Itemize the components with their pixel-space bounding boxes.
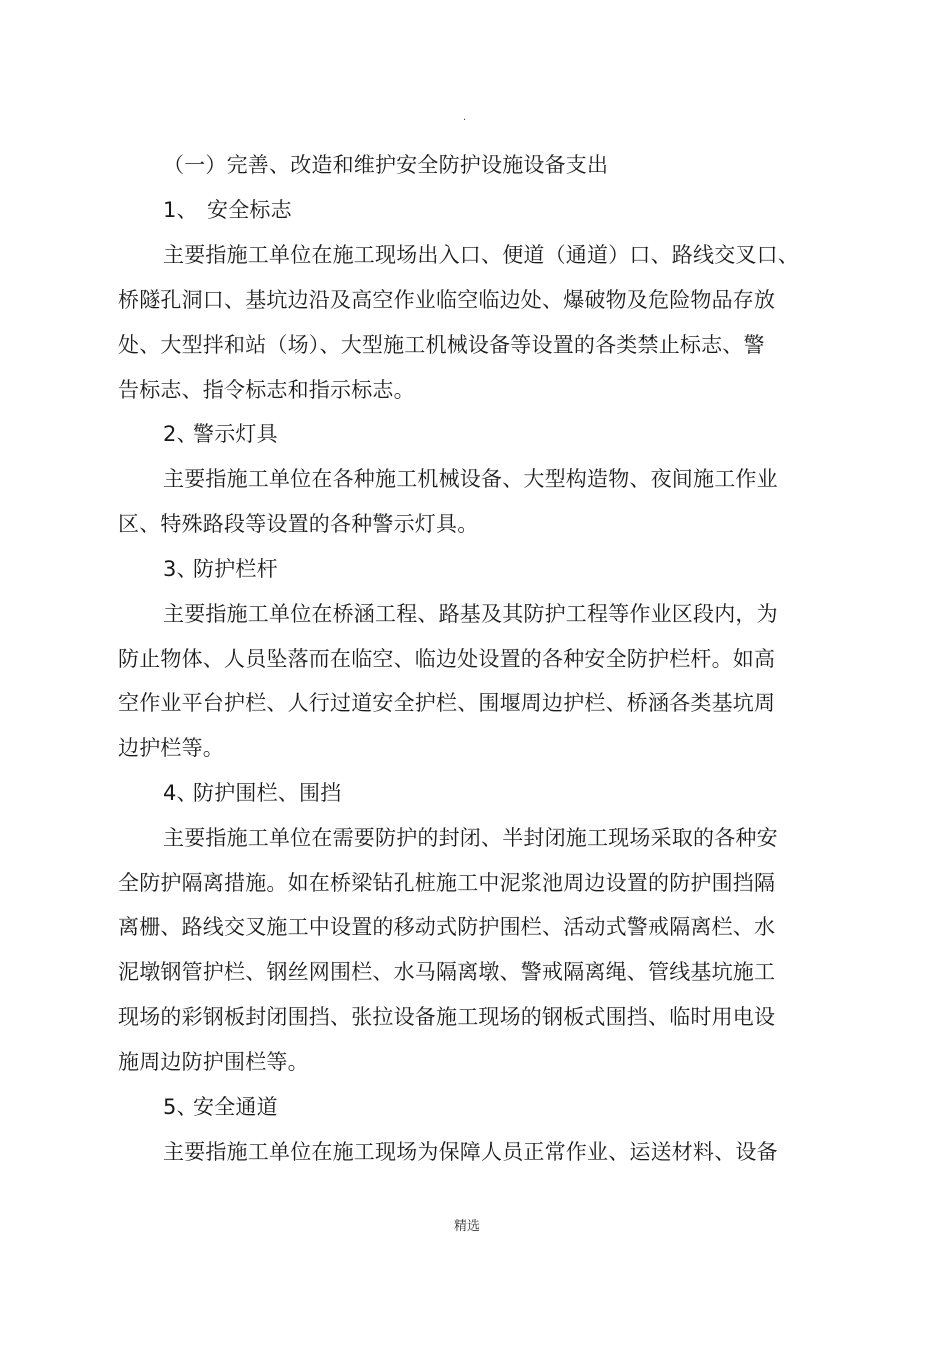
item-title: 防护栏杆	[193, 557, 278, 581]
item-number: 3、	[163, 557, 198, 581]
item-number: 1、	[163, 198, 198, 222]
paragraph-line: 空作业平台护栏、人行过道安全护栏、围堰周边护栏、桥涵各类基坑周	[118, 691, 776, 715]
section-title: （一）完善、改造和维护安全防护设施设备支出	[163, 153, 609, 177]
paragraph-line: 施周边防护围栏等。	[118, 1050, 309, 1074]
item-title: 安全通道	[193, 1095, 278, 1119]
item-heading	[163, 554, 278, 584]
item-title: 警示灯具	[193, 422, 278, 446]
paragraph-line: 主要指施工单位在桥涵工程、路基及其防护工程等作业区段内，为	[163, 602, 778, 626]
item-number: 5、	[163, 1095, 198, 1119]
item-heading	[163, 1092, 278, 1122]
paragraph-line: 离栅、路线交叉施工中设置的移动式防护围栏、活动式警戒隔离栏、水	[118, 915, 776, 939]
paragraph-line: 桥隧孔洞口、基坑边沿及高空作业临空临边处、爆破物及危险物品存放	[118, 288, 776, 312]
item-number: 2、	[163, 422, 198, 446]
paragraph-line: 告标志、指令标志和指示标志。	[118, 378, 415, 402]
paragraph-line: 全防护隔离措施。如在桥梁钻孔桩施工中泥浆池周边设置的防护围挡隔	[118, 871, 776, 895]
header-dot: .	[463, 112, 467, 123]
paragraph-line: 边护栏等。	[118, 736, 224, 760]
paragraph-line: 现场的彩钢板封闭围挡、张拉设备施工现场的钢板式围挡、临时用电设	[118, 1005, 776, 1029]
item-number: 4、	[163, 781, 198, 805]
paragraph-line: 处、大型拌和站（场）、大型施工机械设备等设置的各类禁止标志、警	[118, 333, 765, 357]
page-footer: 精选	[454, 1219, 481, 1234]
paragraph-line: 防止物体、人员坠落而在临空、临边处设置的各种安全防护栏杆。如高	[118, 647, 776, 671]
paragraph-line: 主要指施工单位在需要防护的封闭、半封闭施工现场采取的各种安	[163, 826, 778, 850]
item-heading	[163, 778, 341, 808]
paragraph-line: 区、特殊路段等设置的各种警示灯具。	[118, 512, 479, 536]
item-title: 防护围栏、围挡	[193, 781, 342, 805]
paragraph-line: 主要指施工单位在施工现场出入口、便道（通道）口、路线交叉口、	[163, 243, 799, 267]
item-heading	[163, 195, 292, 225]
paragraph-line: 泥墩钢管护栏、钢丝网围栏、水马隔离墩、警戒隔离绳、管线基坑施工	[118, 960, 776, 984]
paragraph-line: 主要指施工单位在施工现场为保障人员正常作业、运送材料、设备	[163, 1140, 778, 1164]
item-title: 安全标志	[207, 198, 292, 222]
paragraph-line: 主要指施工单位在各种施工机械设备、大型构造物、夜间施工作业	[163, 467, 778, 491]
item-heading	[163, 419, 278, 449]
